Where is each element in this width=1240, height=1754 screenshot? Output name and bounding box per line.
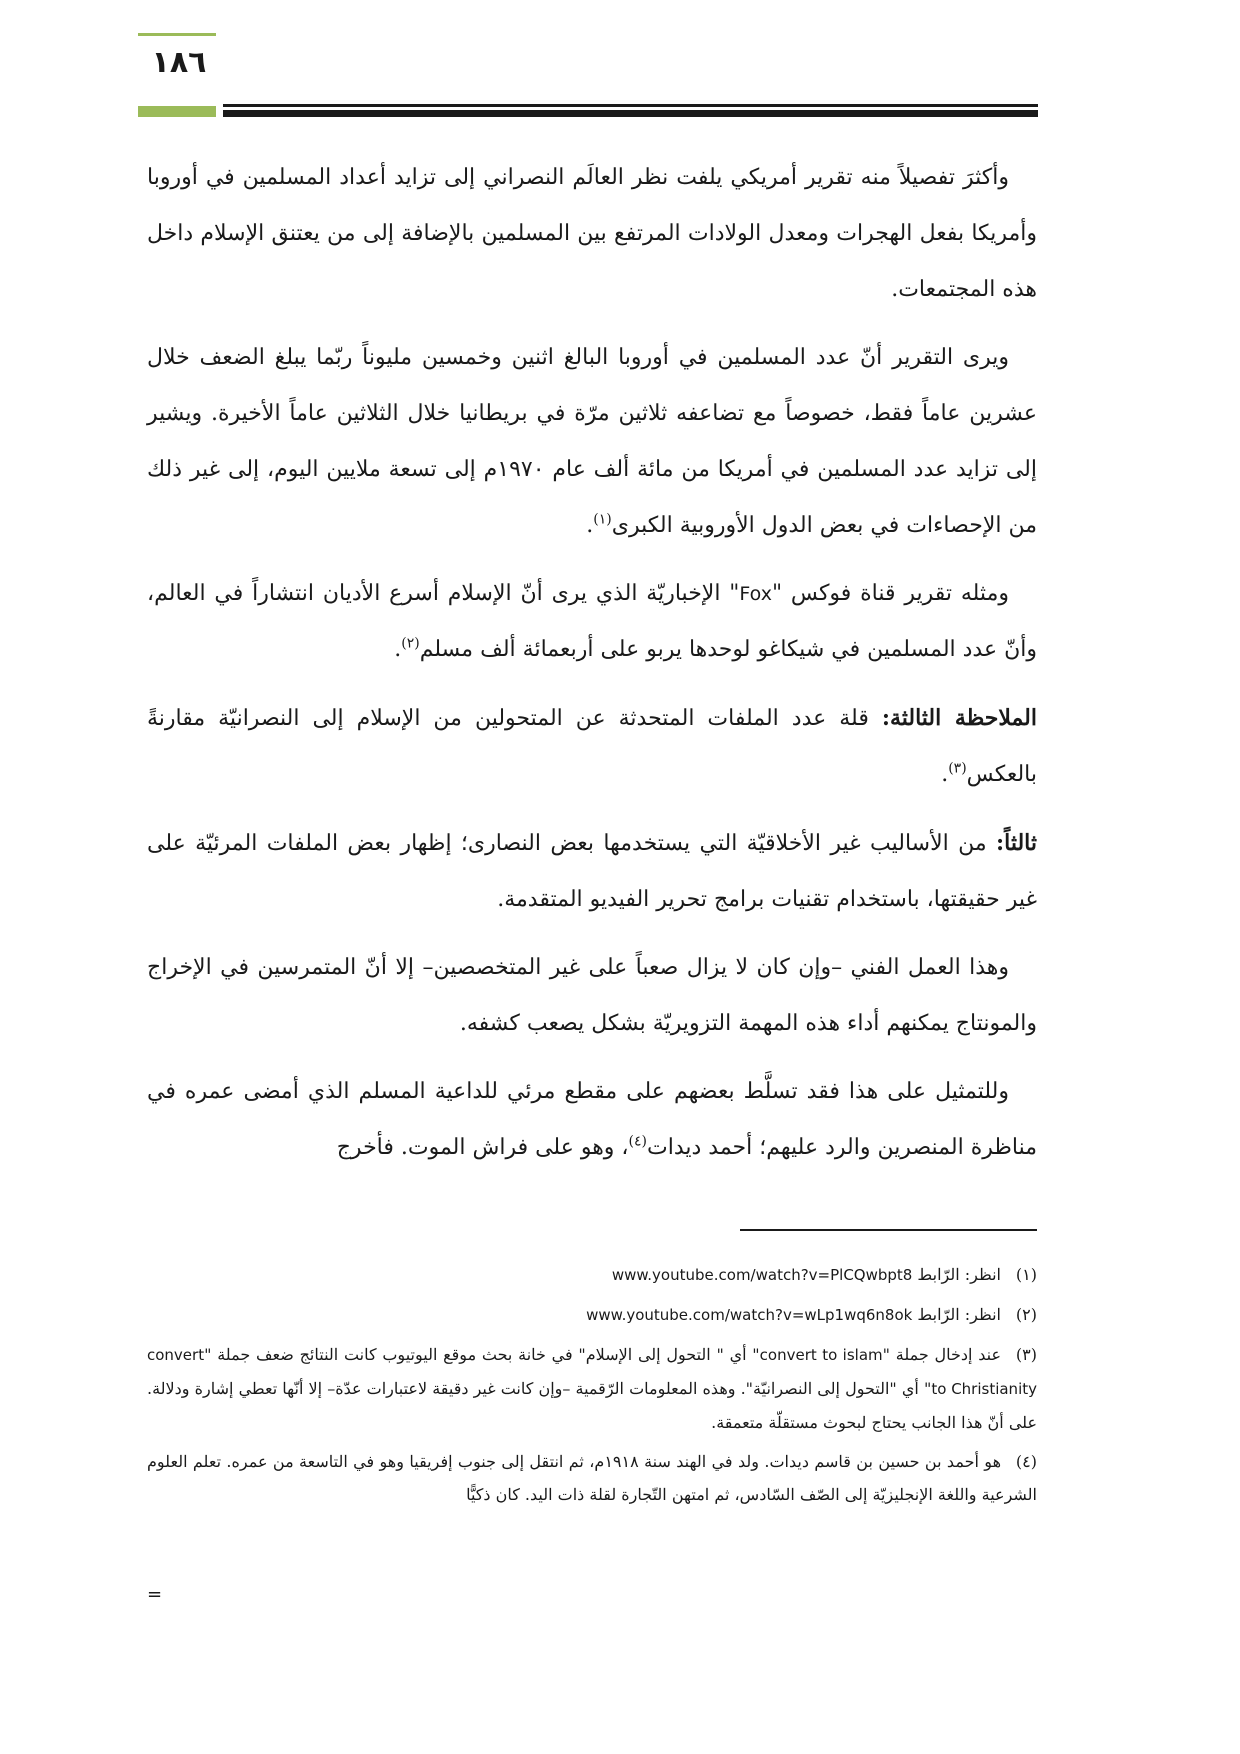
header-accent-block: [138, 106, 216, 117]
header-accent-line: [138, 33, 216, 36]
note-three-heading: الملاحظة الثالثة:: [881, 705, 1037, 731]
footnote-ref-4[interactable]: (٤): [628, 1133, 647, 1150]
footnote-separator: [740, 1229, 1037, 1231]
footnote-link-1[interactable]: www.youtube.com/watch?v=PlCQwbpt8: [611, 1266, 913, 1284]
continuation-mark: =: [147, 1584, 163, 1605]
footnotes: [147, 1258, 1038, 1605]
fox-name: Fox: [739, 583, 772, 605]
footnote-2: (٢)انظر: الرّابط www.youtube.com/watch?v=wLp1wq6n8ok: [586, 1305, 1037, 1324]
paragraph-5: ثالثاً: من الأساليب غير الأخلاقيّة التي يستخدمها بعض النصارى؛ إظهار بعض الملفات المرئيّة على غير حقيقتها، باستخدام تقنيات برامج تحرير الفيديو المتقدمة.: [147, 830, 1037, 912]
footnote-4: (٤)هو أحمد بن حسين بن قاسم ديدات. ولد في الهند سنة ١٩١٨م، ثم انتقل إلى جنوب إفريقيا وهو في التاسعة من عمره. تعلم العلوم الشرعية واللغة الإنجليزيّة إلى الصّف السّادس، ثم امتهن التّجارة لقلة ذات اليد. كان ذكيًّا: [147, 1452, 1038, 1504]
paragraph-2: ويرى التقرير أنّ عدد المسلمين في أوروبا البالغ اثنين وخمسين مليوناً ربّما يبلغ الضعف خلال عشرين عاماً فقط، خصوصاً مع تضاعفه ثلاثين مرّة في بريطانيا خلال الثلاثين عاماً الأخيرة. ويشير إلى تزايد عدد المسلمين في أمريكا من مائة ألف عام ١٩٧٠م إلى تسعة ملايين اليوم، إلى غير ذلك من الإحصاءات في بعض الدول الأوروبية الكبرى$^{(١)}$.: [147, 345, 1037, 538]
header-rule-thin: [223, 104, 1038, 107]
footnote-link-2[interactable]: www.youtube.com/watch?v=wLp1wq6n8ok: [586, 1306, 913, 1324]
paragraph-4: الملاحظة الثالثة: قلة عدد الملفات المتحدثة عن المتحولين من الإسلام إلى النصرانيّة مقارنةً بالعكس$^{(٣)}$.: [147, 705, 1037, 787]
paragraph-7: وللتمثيل على هذا فقد تسلَّط بعضهم على مقطع مرئي للداعية المسلم الذي أمضى عمره في مناظرة المنصرين والرد عليهم؛ أحمد ديدات$^{(٤)}$، وهو على فراش الموت. فأخرج: [147, 1079, 1037, 1160]
footnote-ref-3[interactable]: (٣): [948, 760, 967, 777]
footnote-ref-2[interactable]: (٢): [401, 635, 420, 652]
paragraph-6: وهذا العمل الفني –وإن كان لا يزال صعباً على غير المتخصصين– إلا أنّ المتمرسين في الإخراج والمونتاج يمكنهم أداء هذه المهمة التزويريّة بشكل يصعب كشفه.: [147, 955, 1037, 1036]
paragraph-1: وأكثرَ تفصيلاً منه تقرير أمريكي يلفت نظر العالَم النصراني إلى تزايد أعداد المسلمين في أوروبا وأمريكا بفعل الهجرات ومعدل الولادات المرتفع بين المسلمين بالإضافة إلى من يعتنق الإسلام داخل هذه المجتمعات.: [147, 165, 1037, 302]
footnote-ref-1[interactable]: (١): [593, 511, 612, 528]
footnote-1: (١)انظر: الرّابط www.youtube.com/watch?v=PlCQwbpt8: [611, 1265, 1037, 1284]
header-rule-thick: [223, 110, 1038, 117]
thirdly-heading: ثالثاً:: [996, 830, 1037, 856]
paragraph-3: ومثله تقرير قناة فوكس "Fox" الإخباريّة الذي يرى أنّ الإسلام أسرع الأديان انتشاراً في العالم، وأنّ عدد المسلمين في شيكاغو لوحدها يربو على أربعمائة ألف مسلم$^{(٢)}$.: [147, 581, 1037, 662]
page-number: ١٨٦: [151, 45, 207, 80]
body-text: [147, 150, 1037, 1188]
footnote-3: (٣)عند إدخال جملة "convert to islam" أي " التحول إلى الإسلام" في خانة بحث موقع اليوتيوب كانت النتائج ضعف جملة "convert to Christianity" أي "التحول إلى النصرانيّة". وهذه المعلومات الرّقمية –وإن كانت غير دقيقة لاعتبارات عدّة– إلا أنّها تعطي إشارة ودلالة. على أنّ هذا الجانب يحتاج لبحوث مستقلّة متعمقة.: [147, 1345, 1037, 1432]
